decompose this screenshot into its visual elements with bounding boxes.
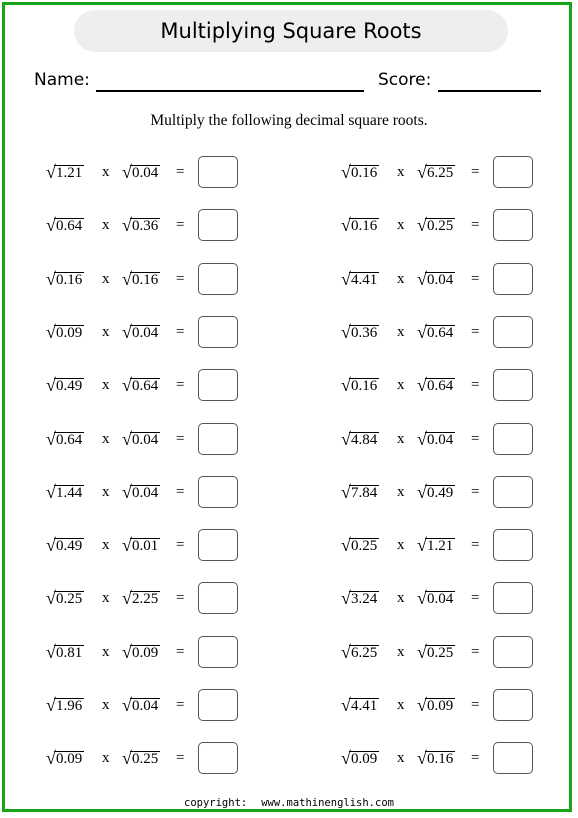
radical-sign: √ [341,162,351,182]
radicand: 0.16 [351,218,378,235]
equals-sign: = [471,270,480,287]
radical-sign: √ [122,428,132,449]
radicand: 0.25 [132,751,159,768]
radicand: 0.49 [56,538,83,555]
problem-left-4 [46,316,242,350]
times-sign: x [102,697,110,713]
problem-left-2 [46,209,242,243]
radical-sign: √ [122,588,132,609]
radicand: 0.09 [351,751,378,768]
equals-sign: = [471,217,480,234]
radical-sign: √ [122,162,132,182]
radicand: 0.16 [427,751,454,768]
times-sign: x [102,430,110,447]
equals-sign: = [471,697,480,713]
radical-sign: √ [122,641,132,662]
radical-sign: √ [341,748,351,769]
problem-right-6 [341,423,537,457]
radical-sign: √ [417,535,427,556]
equals-sign: = [176,217,185,234]
answer-box[interactable] [198,423,238,455]
radicand: 1.44 [56,484,83,501]
times-sign: x [397,377,405,394]
radicand: 0.04 [132,165,159,181]
radicand: 0.81 [56,644,83,661]
radical-sign: √ [122,695,132,715]
radical-sign: √ [46,481,56,502]
radicand: 0.01 [132,538,159,555]
problem-right-11 [341,689,537,723]
radicand: 0.64 [427,324,454,341]
problem-right-7 [341,476,537,510]
times-sign: x [102,483,110,500]
radical-sign: √ [341,588,351,609]
radical-sign: √ [341,695,351,715]
radicand: 0.04 [427,591,454,608]
radical-sign: √ [341,481,351,502]
times-sign: x [397,643,405,660]
radicand: 0.49 [427,484,454,501]
times-sign: x [397,750,405,767]
radicand: 0.09 [56,324,83,341]
answer-box[interactable] [493,582,533,614]
radical-sign: √ [341,535,351,556]
problem-right-12 [341,742,537,776]
answer-box[interactable] [198,316,238,348]
radicand: 6.25 [427,165,454,181]
radicand: 4.84 [351,431,378,448]
radical-sign: √ [122,535,132,556]
times-sign: x [102,537,110,554]
equals-sign: = [176,430,185,447]
radicand: 4.41 [351,698,378,714]
problem-left-8 [46,529,242,563]
radical-sign: √ [341,428,351,449]
radical-sign: √ [122,748,132,769]
radical-sign: √ [417,695,427,715]
radical-sign: √ [46,321,56,342]
answer-box[interactable] [198,689,238,721]
footer [0,797,578,809]
problem-left-12 [46,742,242,776]
times-sign: x [397,217,405,234]
radical-sign: √ [417,641,427,662]
score-label: Score: [378,70,432,90]
radicand: 0.64 [56,218,83,235]
radicand: 0.16 [132,271,159,288]
problem-left-1 [46,156,242,190]
equals-sign: = [176,697,185,713]
radicand: 1.21 [56,165,83,181]
problem-left-11 [46,689,242,723]
radicand: 3.24 [351,591,378,608]
problem-left-9 [46,582,242,616]
radicand: 0.49 [56,378,83,395]
radical-sign: √ [122,215,132,236]
equals-sign: = [176,750,185,767]
equals-sign: = [471,750,480,767]
radical-sign: √ [122,321,132,342]
problem-right-9 [341,582,537,616]
times-sign: x [397,323,405,340]
radicand: 0.25 [56,591,83,608]
radical-sign: √ [341,321,351,342]
radical-sign: √ [417,321,427,342]
radicand: 0.64 [56,431,83,448]
equals-sign: = [471,323,480,340]
times-sign: x [397,590,405,607]
radicand: 0.16 [56,271,83,288]
answer-box[interactable] [493,263,533,295]
name-score-row [34,68,546,98]
radical-sign: √ [417,375,427,396]
radicand: 4.41 [351,271,378,288]
times-sign: x [102,643,110,660]
radical-sign: √ [341,641,351,662]
radicand: 0.09 [56,751,83,768]
problem-right-4 [341,316,537,350]
name-line[interactable] [96,90,364,92]
answer-box[interactable] [198,582,238,614]
radicand: 0.04 [132,484,159,501]
answer-box[interactable] [493,636,533,668]
radicand: 7.84 [351,484,378,501]
answer-box[interactable] [198,529,238,561]
problem-right-10 [341,636,537,670]
times-sign: x [102,750,110,767]
radicand: 1.96 [56,698,83,714]
radical-sign: √ [46,695,56,715]
answer-box[interactable] [198,263,238,295]
copyright-label: copyright: [184,797,248,809]
radical-sign: √ [122,481,132,502]
radicand: 1.21 [427,538,454,555]
answer-box[interactable] [493,529,533,561]
radical-sign: √ [122,268,132,289]
problem-right-8 [341,529,537,563]
radicand: 0.09 [427,698,454,714]
answer-box[interactable] [493,742,533,774]
radicand: 6.25 [351,644,378,661]
times-sign: x [102,377,110,394]
equals-sign: = [471,537,480,554]
equals-sign: = [176,323,185,340]
equals-sign: = [471,430,480,447]
answer-box[interactable] [493,156,533,188]
radicand: 0.25 [351,538,378,555]
radicand: 0.16 [351,165,378,181]
problem-left-3 [46,263,242,297]
times-sign: x [102,323,110,340]
answer-box[interactable] [493,476,533,508]
radical-sign: √ [46,588,56,609]
problem-right-2 [341,209,537,243]
equals-sign: = [176,483,185,500]
answer-box[interactable] [198,209,238,241]
times-sign: x [397,164,405,180]
radical-sign: √ [46,748,56,769]
radical-sign: √ [417,162,427,182]
radicand: 0.04 [132,324,159,341]
times-sign: x [397,270,405,287]
score-line[interactable] [438,90,541,92]
equals-sign: = [176,164,185,180]
problem-left-6 [46,423,242,457]
answer-box[interactable] [493,423,533,455]
times-sign: x [397,697,405,713]
answer-box[interactable] [198,156,238,188]
times-sign: x [397,430,405,447]
equals-sign: = [471,377,480,394]
radical-sign: √ [122,375,132,396]
radicand: 0.36 [351,324,378,341]
copyright-site: www.mathinenglish.com [261,797,394,809]
radicand: 0.09 [132,644,159,661]
answer-box[interactable] [493,689,533,721]
radical-sign: √ [46,375,56,396]
answer-box[interactable] [198,369,238,401]
answer-box[interactable] [493,316,533,348]
radical-sign: √ [417,748,427,769]
equals-sign: = [471,590,480,607]
radicand: 0.36 [132,218,159,235]
equals-sign: = [471,164,480,180]
radical-sign: √ [46,428,56,449]
radicand: 0.04 [132,431,159,448]
equals-sign: = [471,643,480,660]
name-label: Name: [34,70,90,90]
radical-sign: √ [417,215,427,236]
times-sign: x [102,164,110,180]
answer-box[interactable] [198,636,238,668]
radical-sign: √ [417,481,427,502]
equals-sign: = [176,537,185,554]
radicand: 2.25 [132,591,159,608]
problem-left-7 [46,476,242,510]
radical-sign: √ [341,215,351,236]
radical-sign: √ [341,375,351,396]
equals-sign: = [176,643,185,660]
problem-left-10 [46,636,242,670]
problem-right-3 [341,263,537,297]
times-sign: x [102,270,110,287]
radical-sign: √ [341,268,351,289]
radical-sign: √ [46,535,56,556]
page-title [74,10,508,52]
radical-sign: √ [46,162,56,182]
answer-box[interactable] [493,209,533,241]
equals-sign: = [176,270,185,287]
answer-box[interactable] [493,369,533,401]
radical-sign: √ [46,641,56,662]
radicand: 0.25 [427,218,454,235]
times-sign: x [102,217,110,234]
answer-box[interactable] [198,476,238,508]
problem-right-1 [341,156,537,190]
radical-sign: √ [417,268,427,289]
answer-box[interactable] [198,742,238,774]
radicand: 0.64 [427,378,454,395]
radical-sign: √ [417,588,427,609]
times-sign: x [397,537,405,554]
radical-sign: √ [46,268,56,289]
instructions: Multiply the following decimal square roots. [150,112,428,129]
radical-sign: √ [417,428,427,449]
radicand: 0.04 [427,271,454,288]
radicand: 0.04 [427,431,454,448]
radical-sign: √ [46,215,56,236]
radicand: 0.64 [132,378,159,395]
radicand: 0.16 [351,378,378,395]
equals-sign: = [176,590,185,607]
radicand: 0.04 [132,698,159,714]
times-sign: x [397,483,405,500]
equals-sign: = [176,377,185,394]
problem-right-5 [341,369,537,403]
times-sign: x [102,590,110,607]
title-text: Multiplying Square Roots [160,19,422,43]
problem-left-5 [46,369,242,403]
equals-sign: = [471,483,480,500]
radicand: 0.25 [427,644,454,661]
